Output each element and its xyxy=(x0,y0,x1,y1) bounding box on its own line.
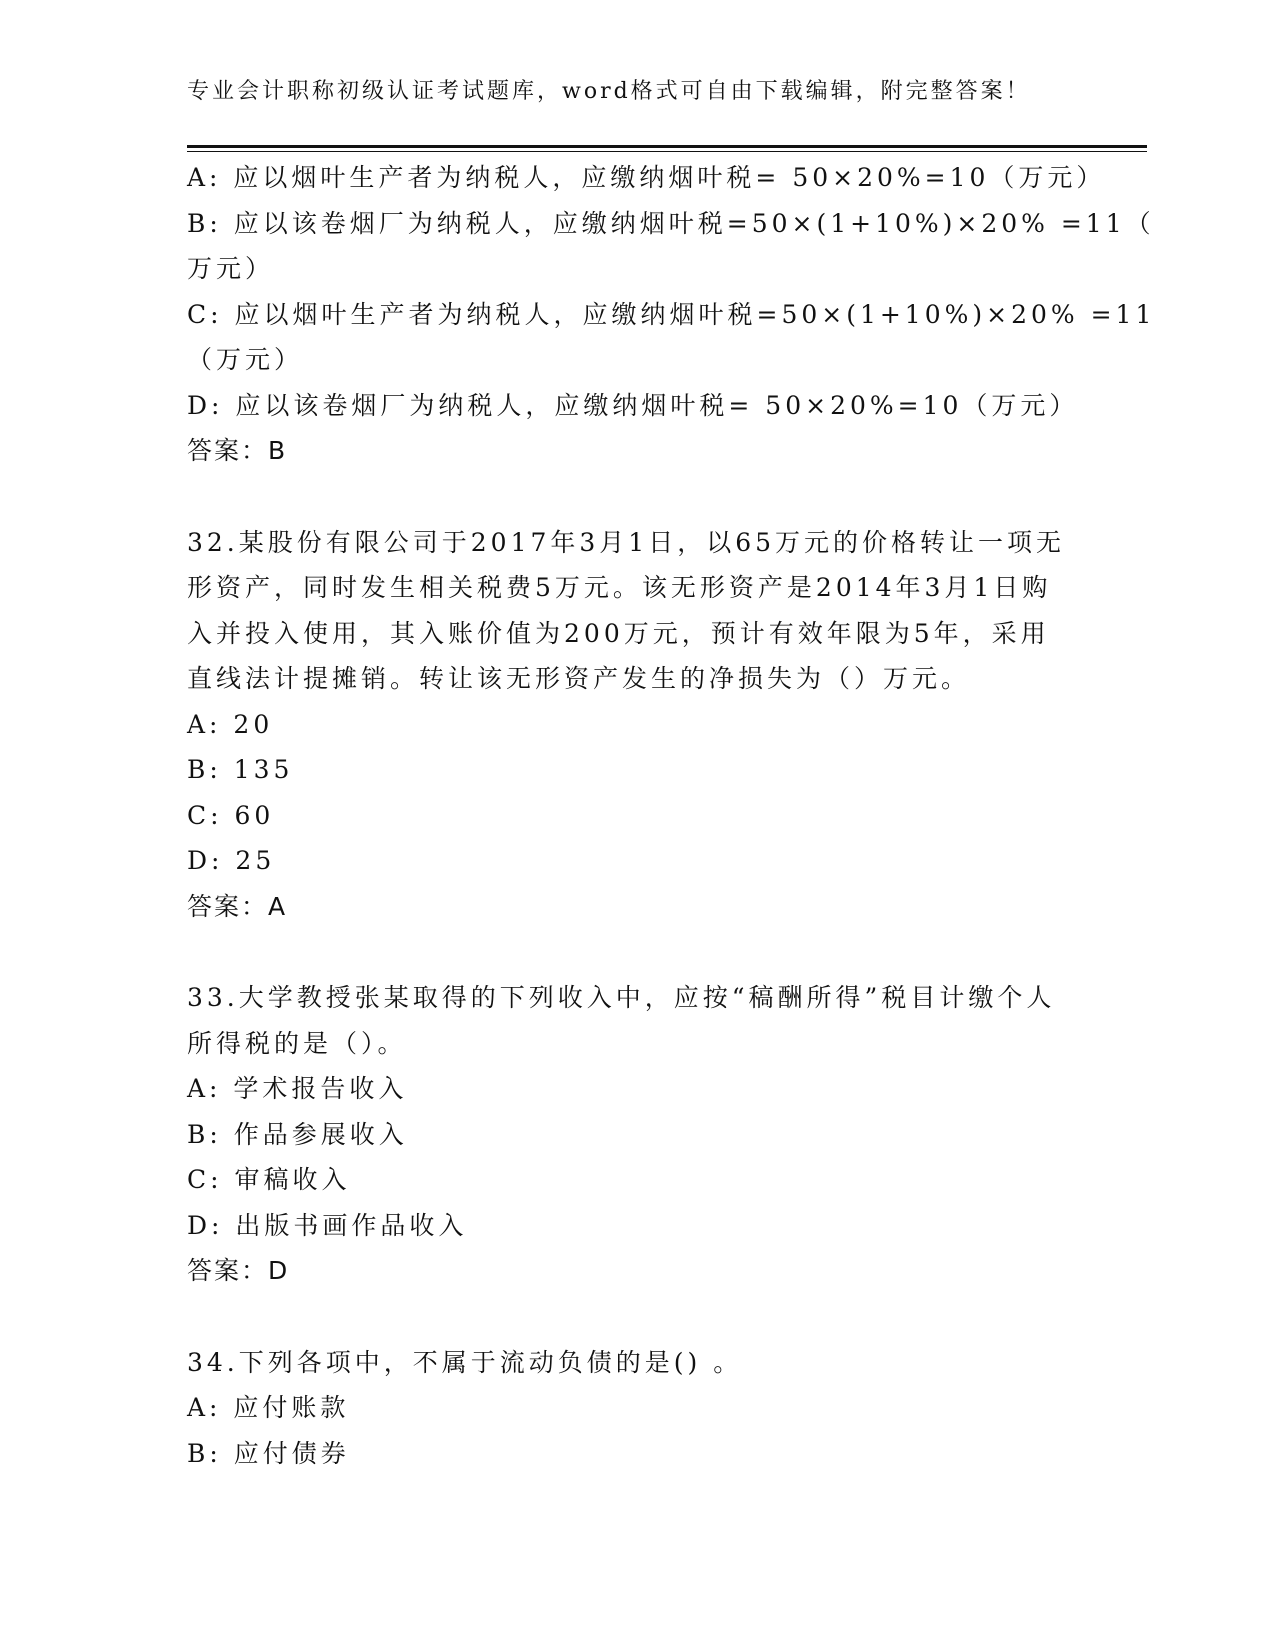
option-c: C: 60 xyxy=(187,800,275,830)
answer: 答案：A xyxy=(187,891,288,921)
question-stem-line: 32.某股份有限公司于2017年3月1日，以65万元的价格转让一项无 xyxy=(187,527,1066,557)
question-33 xyxy=(187,975,1067,1294)
option-b-continued: 万元） xyxy=(187,254,275,283)
option-c: C: 审稿收入 xyxy=(187,1165,351,1194)
option-a: A: 应以烟叶生产者为纳税人，应缴纳烟叶税= 50×20%=10（万元） xyxy=(187,163,1106,192)
question-34 xyxy=(187,1340,1067,1477)
option-b: B: 应以该卷烟厂为纳税人，应缴纳烟叶税=50×(1+10%)×20% =11（ xyxy=(187,208,1155,238)
option-b: B: 135 xyxy=(187,755,294,784)
question-stem-line: 所得税的是（）。 xyxy=(187,1028,407,1058)
option-b: B: 应付债券 xyxy=(187,1438,350,1468)
option-b: B: 作品参展收入 xyxy=(187,1119,408,1149)
option-c: C: 应以烟叶生产者为纳税人，应缴纳烟叶税=50×(1+10%)×20% =11 xyxy=(187,299,1156,329)
question-stem-line: 34.下列各项中，不属于流动负债的是() 。 xyxy=(187,1347,743,1377)
question-stem-line: 33.大学教授张某取得的下列收入中，应按“稿酬所得”税目计缴个人 xyxy=(187,983,1056,1012)
option-a: A: 应付账款 xyxy=(187,1393,350,1422)
option-c-continued: （万元） xyxy=(187,345,304,374)
answer: 答案：B xyxy=(187,436,288,465)
spacer xyxy=(187,474,1067,520)
header-rule-thin xyxy=(187,151,1147,152)
option-d: D: 出版书画作品收入 xyxy=(187,1210,468,1240)
spacer xyxy=(187,929,1067,975)
option-a: A: 20 xyxy=(187,709,274,739)
option-d: D: 应以该卷烟厂为纳税人，应缴纳烟叶税= 50×20%=10（万元） xyxy=(187,390,1079,420)
option-d: D: 25 xyxy=(187,846,276,875)
header-rule-thick xyxy=(187,145,1147,148)
question-stem-line: 直线法计提摊销。转让该无形资产发生的净损失为（）万元。 xyxy=(187,664,971,693)
question-stem-line: 形资产，同时发生相关税费5万元。该无形资产是2014年3月1日购 xyxy=(187,573,1052,602)
question-stem-line: 入并投入使用，其入账价值为200万元，预计有效年限为5年，采用 xyxy=(187,618,1050,648)
spacer xyxy=(187,1294,1067,1340)
question-32 xyxy=(187,520,1067,930)
option-a: A: 学术报告收入 xyxy=(187,1074,408,1103)
page-header: 专业会计职称初级认证考试题库，word格式可自由下载编辑，附完整答案！ xyxy=(187,79,1031,104)
answer: 答案：D xyxy=(187,1256,290,1285)
question-content xyxy=(187,155,1156,1476)
question-31-tail xyxy=(187,155,1156,474)
